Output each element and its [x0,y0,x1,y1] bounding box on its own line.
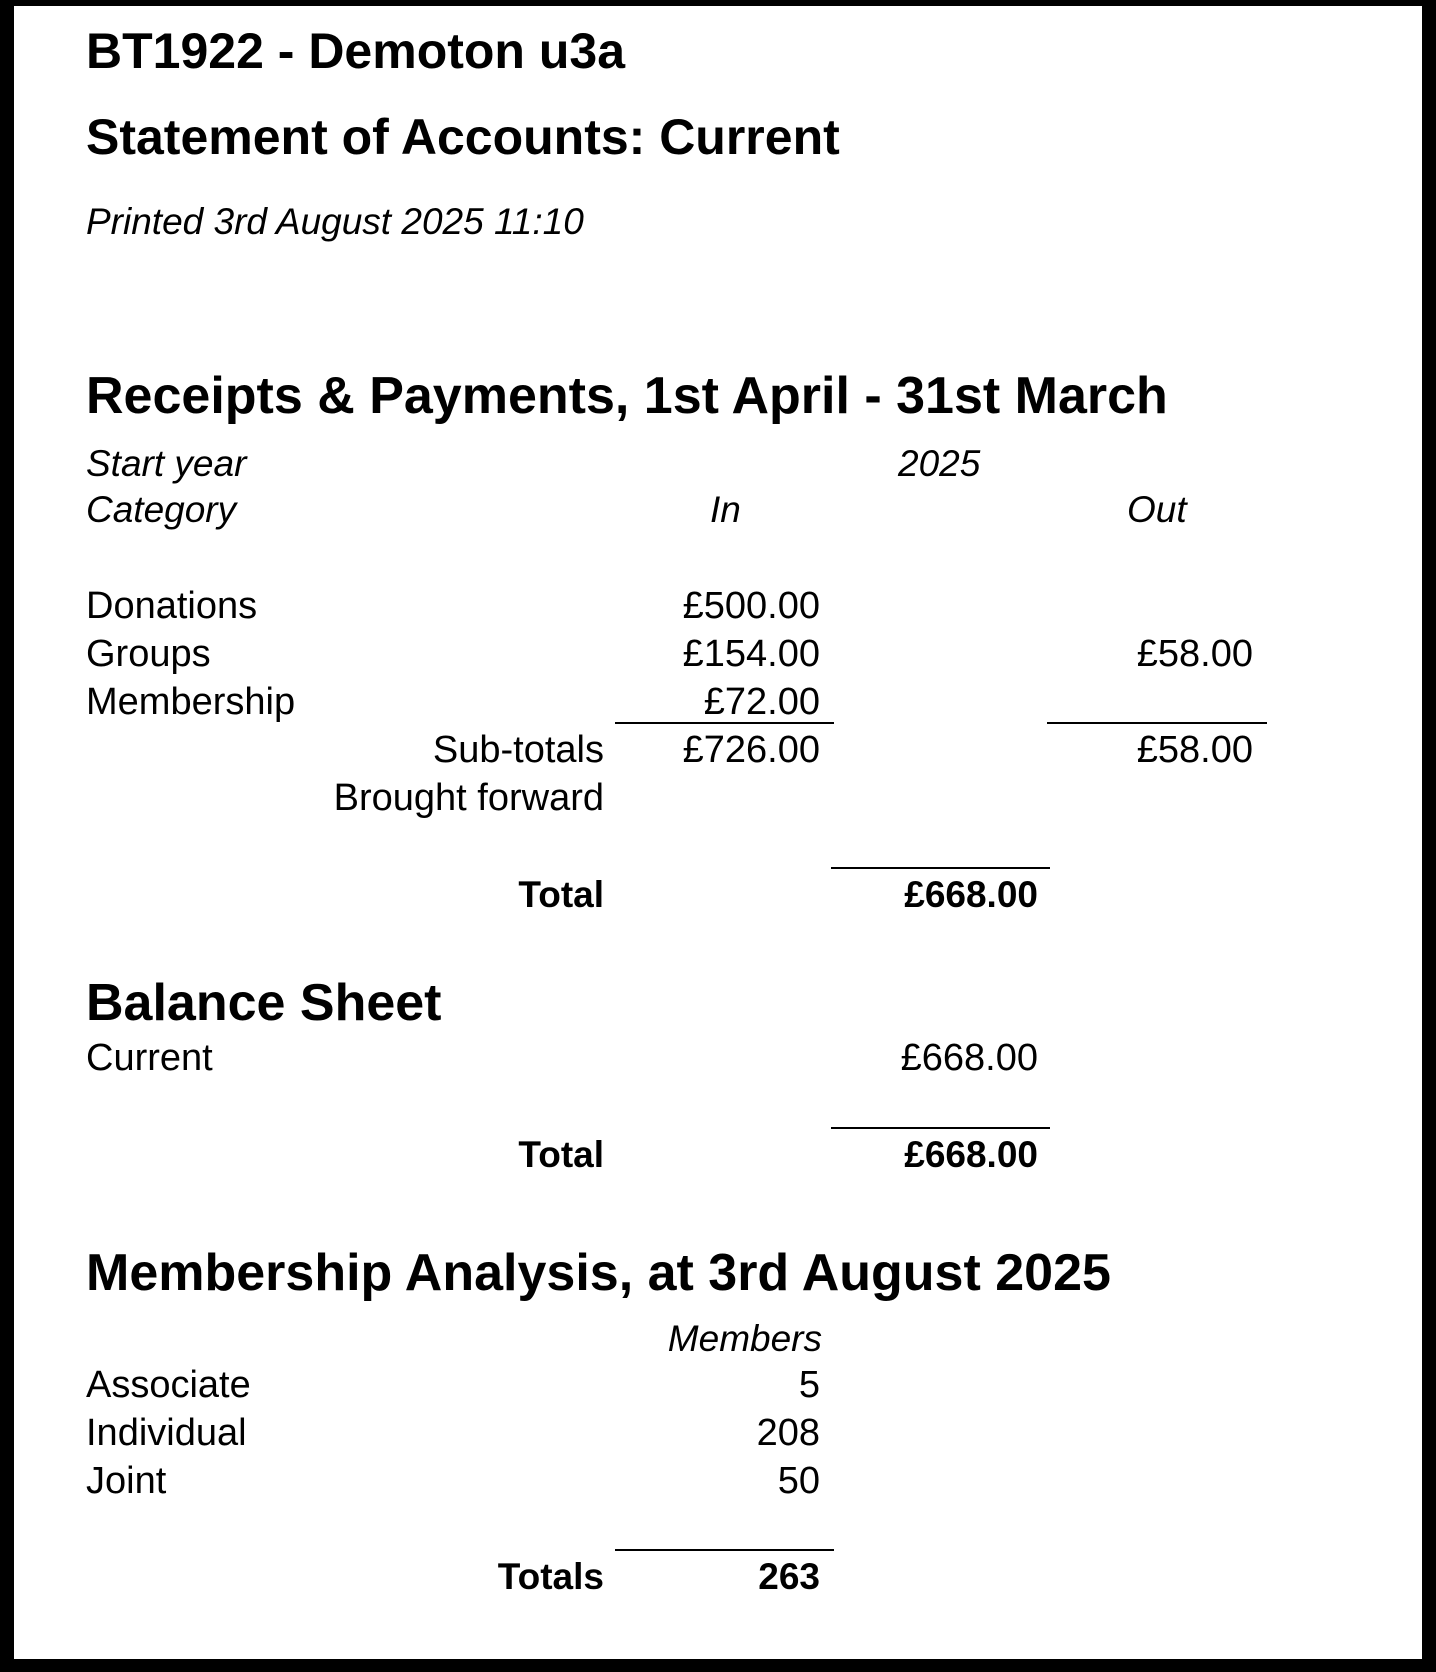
subtotals-label: Sub-totals [432,729,604,771]
category-label: Membership [86,681,296,723]
start-year-value: 2025 [898,443,981,484]
out-amount: £58.00 [1136,633,1253,675]
member-count: 5 [798,1364,820,1406]
category-label: Groups [86,633,211,675]
subtotal-in: £726.00 [682,729,820,771]
in-header: In [710,489,741,530]
total-value: £668.00 [904,874,1038,915]
brought-forward-label: Brought forward [333,777,604,819]
current-label: Current [86,1037,213,1079]
member-count: 50 [777,1460,820,1502]
members-total-rule [615,1549,834,1551]
totals-value: 263 [758,1556,820,1597]
members-header: Members [667,1318,822,1359]
in-amount: £72.00 [703,681,820,723]
org-title: BT1922 - Demoton u3a [86,23,626,79]
category-header: Category [86,489,237,530]
member-count: 208 [756,1412,820,1454]
out-header: Out [1127,489,1187,530]
member-type-label: Joint [86,1460,167,1502]
balance-total-rule [831,1127,1050,1129]
printed-timestamp: Printed 3rd August 2025 11:10 [86,201,584,242]
totals-label: Totals [497,1556,604,1597]
member-type-label: Associate [86,1364,251,1406]
balance-total-value: £668.00 [904,1134,1038,1175]
total-rule [831,867,1050,869]
statement-title: Statement of Accounts: Current [86,109,840,165]
membership-heading: Membership Analysis, at 3rd August 2025 [86,1244,1111,1302]
category-label: Donations [86,585,258,627]
start-year-label: Start year [86,443,247,484]
current-value: £668.00 [900,1037,1038,1079]
balance-sheet-heading: Balance Sheet [86,974,442,1032]
balance-total-label: Total [518,1134,604,1175]
subtotal-out: £58.00 [1136,729,1253,771]
member-type-label: Individual [86,1412,247,1454]
total-label: Total [518,874,604,915]
receipts-payments-heading: Receipts & Payments, 1st April - 31st March [86,367,1168,425]
in-amount: £154.00 [682,633,820,675]
in-subtotal-rule [615,722,834,724]
out-subtotal-rule [1047,722,1267,724]
in-amount: £500.00 [682,585,820,627]
